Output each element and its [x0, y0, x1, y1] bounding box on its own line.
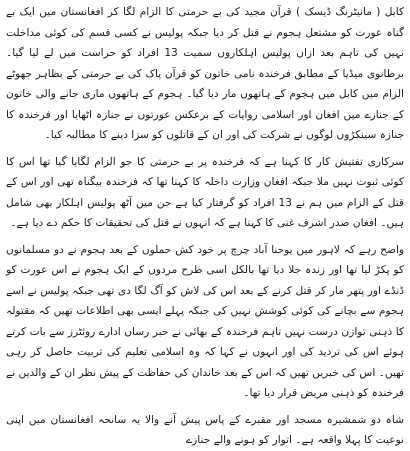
- article-paragraph: واضح رہے کہ لاہور میں یوحنا آباد چرچ پر خود کش حملوں کے بعد ہجوم نے دو مسلمانوں کو پکڑ لیا تھا اور زندہ جلا دیا تھا بالکل اسی طرح مردوں کے ایک ہجوم نے اس عورت کو ڈنڈے اور پتھر مار کر قتل کرنے کے بعد اس کی لاش کو آگ لگا دی تھی جبکہ پولیس نے اسے ہجوم سے بچانے کی کوئی کوشش نہیں کی جبکہ پہلے ایسی بھی اطلاعات تھیں کہ مقتولہ کا ذہنی توازن درست نہیں تاہم فرخندہ کے بھائی نے خبر رساں ادارے روئٹرز سے بات کرتے ہوئے اس کی تردید کی اور انہوں نے کہا کہ وہ اسلامی تعلیم کی تربیت حاصل کر رہی تھیں۔ اس کی خبریں تھیں کہ اس کے بعد خاندان کی حفاظت کے پیش نظر ان کے والدین نے فرخندہ کو ذہنی مریض قرار دیا تھا۔: [6, 243, 404, 399]
- article-paragraph: سرکاری تفتیش کار کا کہنا ہے کہ فرخندہ پر بے حرمتی کا جو الزام لگایا گیا تھا اس کا کوئی ثبوت نہیں ملا جبکہ افغان وزارت داخلہ کا کہنا تھا کہ فرخندہ بیگناہ تھی اور اس کے قتل کے الزام میں ہم نے 13 افراد کو گرفتار کیا ہے جن میں آٹھ پولیس اہلکار بھی شامل ہیں۔ افغان صدر اشرف غنی کا کہنا ہے کہ انہوں نے قتل کی تحقیقات کا حکم دے دیا ہے۔: [6, 155, 404, 229]
- article-paragraph: کابل ( مانیٹرنگ ڈیسک ) قرآن مجید کی بے حرمتی کا الزام لگا کر افغانستان میں ایک بے گناہ عورت کو مشتعل ہجوم نے قتل کر دیا جبکہ پولیس نے کسی قسم کی کوئی مداخلت نہیں کی تاہم بعد ازاں پولیس اہلکاروں سمیت 13 افراد کو حراست میں لے لیا گیا۔ برطانوی میڈیا کے مطابق فرخندہ نامی خاتون کو قرآن پاک کی بے حرمتی کے بظاہر جھوٹے الزام میں کابل میں ہجوم کے ہاتھوں مار دیا گیا۔ ہجوم کے ہاتھوں ماری جانے والی خاتون کے جنازے میں افغان اور اسلامی روایات کے برعکس عورتوں نے جنازہ اٹھایا اور فرخندہ کا جنازہ سینکڑوں لوگوں نے شرکت کی اور ان کے قاتلوں کو سزا دینے کا مطالبہ کیا۔: [6, 6, 405, 141]
- article-paragraph: شاہ دو شمشیرہ مسجد اور مقبرے کے پاس پیش آنے والا یہ سانحہ افغانستان میں اپنی نوعیت کا پہلا واقعہ ہے۔ اتوار کو ہونے والے جنازے: [6, 413, 404, 446]
- article-body: [6, 2, 405, 446]
